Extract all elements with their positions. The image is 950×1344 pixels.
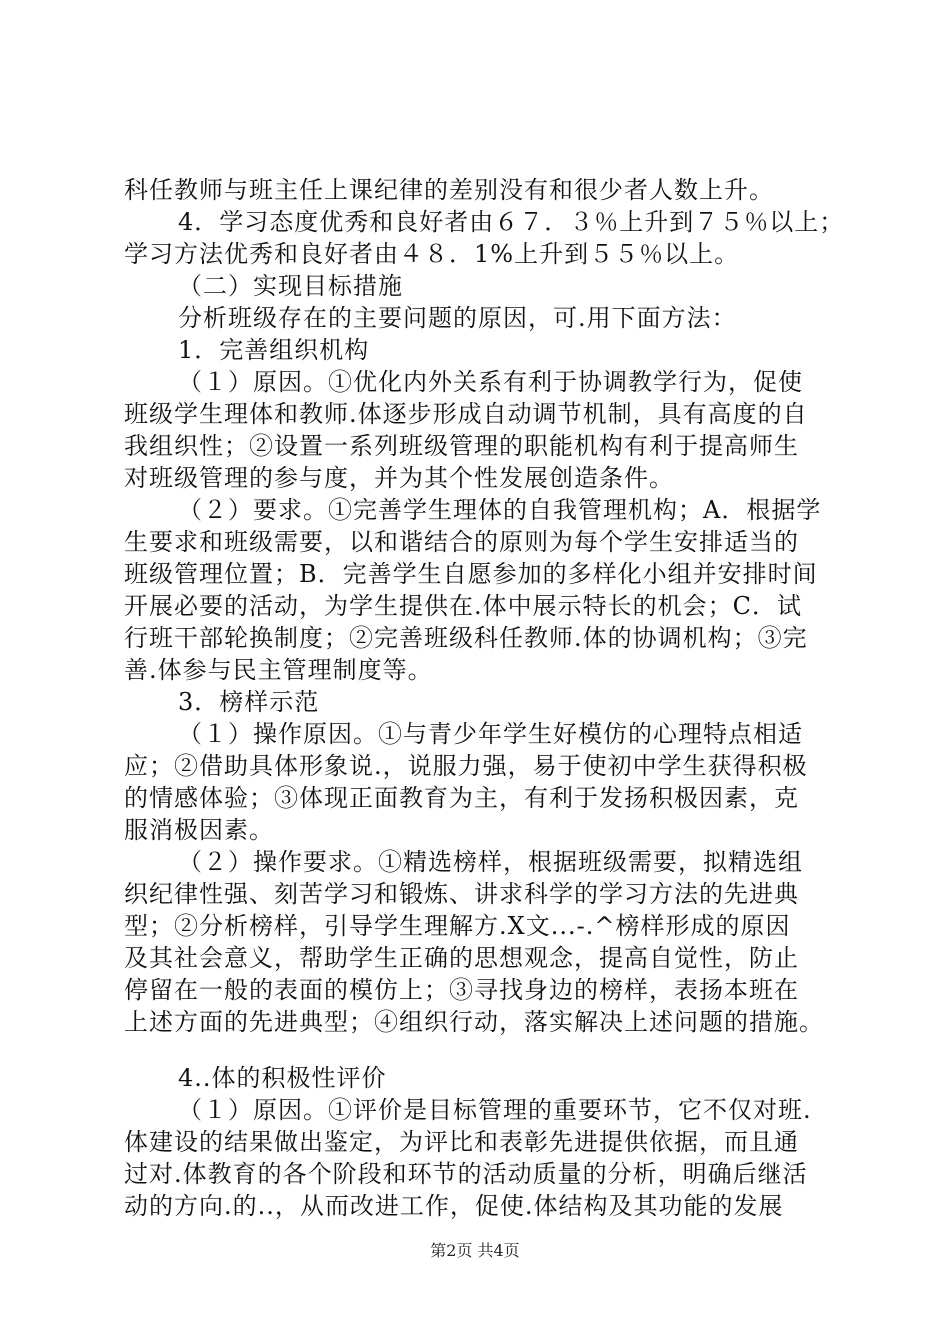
text-line: 及其社会意义，帮助学生正确的思想观念，提高自觉性，防止 (124, 944, 799, 972)
text-line: 体建设的结果做出鉴定，为评比和表彰先进提供依据，而且通 (124, 1128, 799, 1156)
subsection-heading: 1．完善组织机构 (178, 336, 370, 364)
section-heading: （二）实现目标措施 (178, 272, 403, 300)
text-line: 行班干部轮换制度；②完善班级科任教师.体的协调机构；③完 (124, 624, 808, 652)
text-line: （１）操作原因。①与青少年学生好模仿的心理特点相适 (178, 720, 803, 748)
text-line: 服消极因素。 (124, 816, 274, 844)
subsection-heading: 4..体的积极性评价 (178, 1064, 387, 1092)
text-line: 对班级管理的参与度，并为其个性发展创造条件。 (124, 464, 674, 492)
text-line: 开展必要的活动，为学生提供在.体中展示特长的机会；C．试 (124, 592, 802, 620)
text-line: 动的方向.的..，从而改进工作，促使.体结构及其功能的发展 (124, 1192, 784, 1220)
text-line: 我组织性；②设置一系列班级管理的职能机构有利于提高师生 (124, 432, 799, 460)
text-line: （１）原因。①评价是目标管理的重要环节，它不仅对班. (178, 1096, 812, 1124)
page-footer: 第2页 共4页 (430, 1241, 520, 1260)
text-line: （１）原因。①优化内外关系有利于协调教学行为，促使 (178, 368, 803, 396)
text-line: 织纪律性强、刻苦学习和锻炼、讲求科学的学习方法的先进典 (124, 880, 799, 908)
text-line: 型；②分析榜样，引导学生理解方.X文...-.^榜样形成的原因 (124, 912, 791, 940)
text-line: 的情感体验；③体现正面教育为主，有利于发扬积极因素，克 (124, 784, 799, 812)
text-line: 过对.体教育的各个阶段和环节的活动质量的分析，明确后继活 (124, 1160, 808, 1188)
text-line: 分析班级存在的主要问题的原因，可.用下面方法： (178, 304, 737, 332)
subsection-heading: 3．榜样示范 (178, 688, 320, 716)
text-line: 应；②借助具体形象说.，说服力强，易于使初中学生获得积极 (124, 752, 808, 780)
text-line: 科任教师与班主任上课纪律的差别没有和很少者人数上升。 (124, 176, 774, 204)
text-line: 4．学习态度优秀和良好者由６７．３％上升到７５％以上； (178, 208, 845, 236)
text-line: 班级学生理体和教师.体逐步形成自动调节机制，具有高度的自 (124, 400, 808, 428)
text-line: （２）要求。①完善学生理体的自我管理机构；A．根据学 (178, 496, 822, 524)
text-line: （２）操作要求。①精选榜样，根据班级需要，拟精选组 (178, 848, 803, 876)
text-line: 善.体参与民主管理制度等。 (124, 656, 433, 684)
text-line: 班级管理位置；B．完善学生自愿参加的多样化小组并安排时间 (124, 560, 818, 588)
text-line: 学习方法优秀和良好者由４８．1%上升到５５％以上。 (124, 240, 740, 268)
text-line: 上述方面的先进典型；④组织行动，落实解决上述问题的措施。 (124, 1008, 824, 1036)
text-line: 生要求和班级需要，以和谐结合的原则为每个学生安排适当的 (124, 528, 799, 556)
text-line: 停留在一般的表面的模仿上；③寻找身边的榜样，表扬本班在 (124, 976, 799, 1004)
